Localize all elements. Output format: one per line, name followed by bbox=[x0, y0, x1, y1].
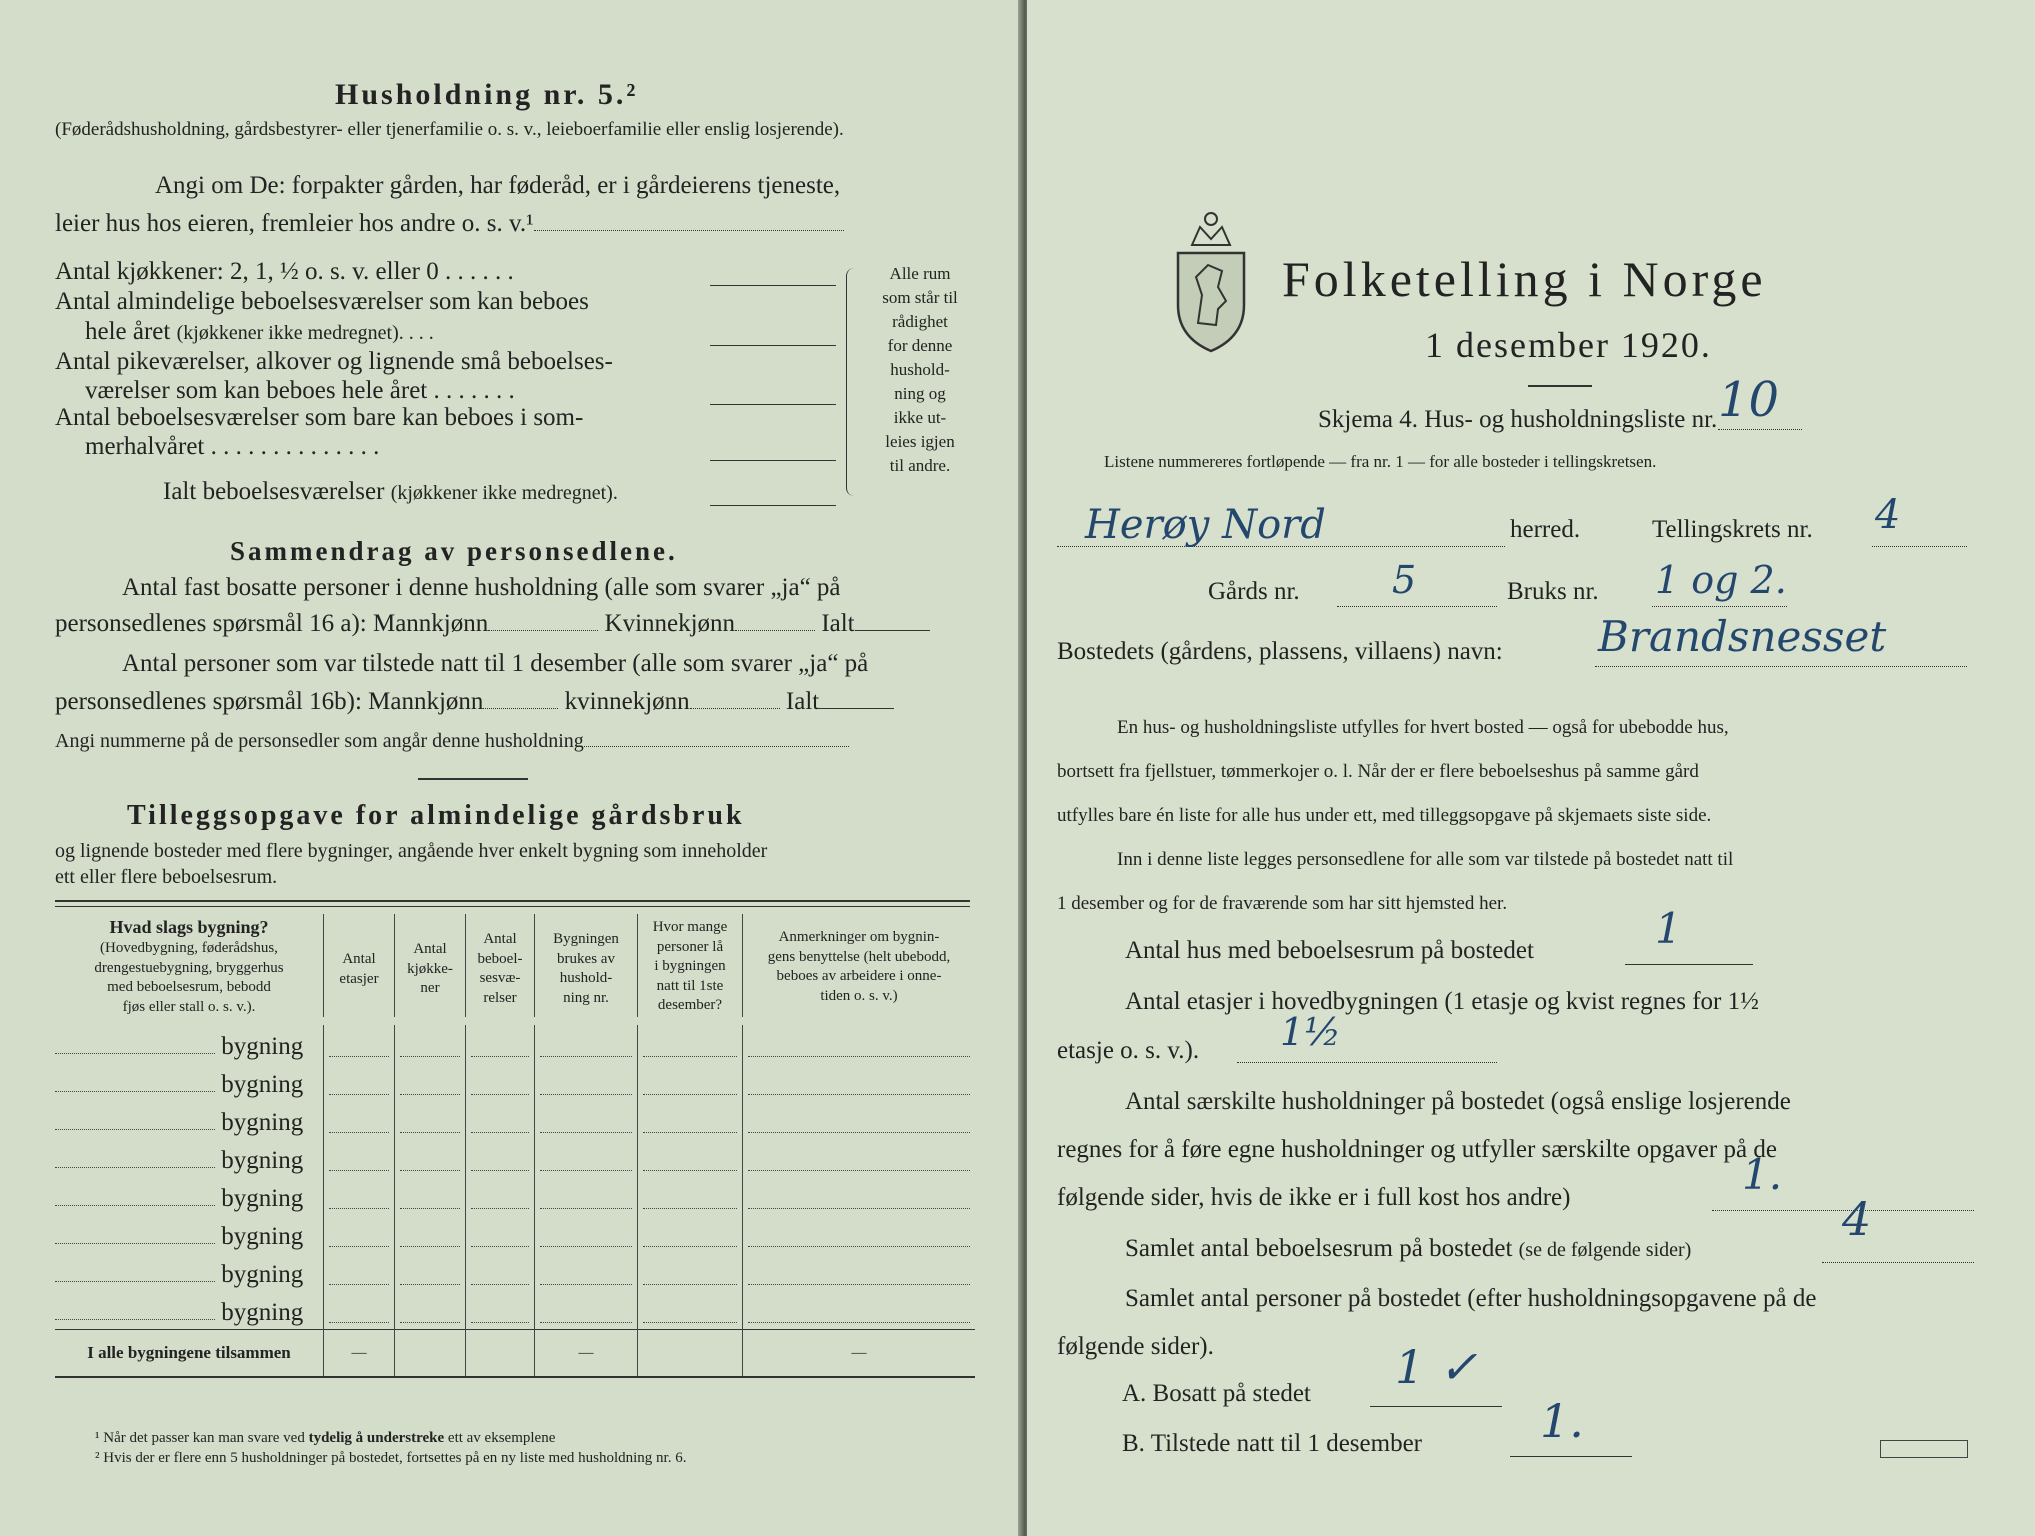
hush-label-2: regnes for å føre egne husholdninger og utfyller særskilte opgaver på de bbox=[1057, 1136, 1777, 1163]
b-value: 1. bbox=[1540, 1394, 1584, 1448]
skjema-value: 10 bbox=[1718, 372, 1780, 428]
table-total-row: I alle bygningene tilsammen — — — bbox=[55, 1330, 975, 1378]
summary-title: Sammendrag av personsedlene. bbox=[230, 536, 678, 566]
listene-note: Listene nummereres fortløpende — fra nr. 1 — for alle bosteder i tellingskretsen. bbox=[1104, 452, 1657, 471]
pers-label-2: følgende sider). bbox=[1057, 1333, 1214, 1360]
a-value: 1 ✓ bbox=[1395, 1340, 1478, 1394]
hush-label-3: følgende sider, hvis de ikke er i full kost hos andre) bbox=[1057, 1184, 1571, 1211]
b-label: B. Tilstede natt til 1 desember bbox=[1122, 1430, 1422, 1457]
divider bbox=[418, 778, 528, 780]
bruks-label: Bruks nr. bbox=[1507, 578, 1599, 605]
hush-value: 1. bbox=[1742, 1150, 1783, 1199]
a-label: A. Bosatt på stedet bbox=[1122, 1380, 1311, 1407]
pike-answer-line bbox=[710, 404, 836, 405]
rum-value: 4 bbox=[1842, 1192, 1872, 1246]
supplement-sub-1: og lignende bosteder med flere bygninger, angående hver enkelt bygning som inneholder bbox=[55, 840, 768, 862]
brace bbox=[846, 268, 857, 496]
hus-line bbox=[1625, 928, 1753, 965]
title-divider bbox=[1528, 385, 1592, 387]
main-title: Folketelling i Norge bbox=[1282, 251, 1767, 307]
col-building-type: Hvad slags bygning? (Hovedbygning, føderådshus, drengestuebygning, bryggerhus med beboelsesrum, bebodd fjøs eller stall o. s. v.). bbox=[94, 917, 284, 1015]
table-row: bygning bbox=[55, 1215, 975, 1253]
household-subtitle: (Føderådshusholdning, gårdsbestyrer- eller tjenerfamilie o. s. v., leieboerfamilie eller enslig losjerende). bbox=[55, 119, 844, 140]
table-row: bygning bbox=[55, 1139, 975, 1177]
table-top-rule-2 bbox=[55, 906, 970, 907]
table-row: bygning bbox=[55, 1063, 975, 1101]
table-row: bygning bbox=[55, 1177, 975, 1215]
summary-line-1: Antal fast bosatte personer i denne husholdning (alle som svarer „ja“ på bbox=[122, 574, 841, 601]
etasjer-line bbox=[1237, 1030, 1497, 1063]
gards-value: 5 bbox=[1392, 558, 1417, 602]
col-etasjer: Antal etasjer bbox=[324, 914, 395, 1017]
etasjer-label-1: Antal etasjer i hovedbygningen (1 etasje og kvist regnes for 1½ bbox=[1125, 988, 1759, 1015]
angi-answer-line bbox=[534, 230, 844, 231]
kjokkener-label: Antal kjøkkener: 2, 1, ½ o. s. v. eller 0 . . . . . . bbox=[55, 258, 514, 285]
summary-line-5: Angi nummerne på de personsedler som angår denne husholdning bbox=[55, 730, 849, 753]
footnote-1: ¹ Når det passer kan man svare ved tydelig å understreke ett av eksemplene bbox=[95, 1430, 556, 1446]
ialt-rooms-label: Ialt beboelsesværelser (kjøkkener ikke medregnet). bbox=[163, 478, 618, 505]
pike-label-1: Antal pikeværelser, alkover og lignende små beboelses- bbox=[55, 348, 613, 375]
skjema-label: Skjema 4. Hus- og husholdningsliste nr. bbox=[1318, 406, 1718, 433]
tellingskrets-value: 4 bbox=[1875, 492, 1901, 538]
pers-label-1: Samlet antal personer på bostedet (efter husholdningsopgavene på de bbox=[1125, 1285, 1817, 1312]
hus-label: Antal hus med beboelsesrum på bostedet bbox=[1125, 937, 1534, 964]
kjokkener-answer-line bbox=[710, 285, 836, 286]
table-row: bygning bbox=[55, 1101, 975, 1139]
summary-line-4: personsedlenes spørsmål 16b): Mannkjønn kvinnekjønn Ialt bbox=[55, 688, 894, 716]
question-angi-1: Angi om De: forpakter gården, har føderåd, er i gårdeierens tjeneste, bbox=[155, 172, 841, 199]
question-angi-2: leier hus hos eieren, fremleier hos andre o. s. v.¹ bbox=[55, 210, 844, 238]
col-kjokkener: Antal kjøkke- ner bbox=[395, 914, 466, 1017]
gards-label: Gårds nr. bbox=[1208, 578, 1300, 605]
census-date: 1 desember 1920. bbox=[1425, 325, 1712, 365]
hus-value: 1 bbox=[1655, 904, 1682, 953]
col-brukes-av: Bygningen brukes av hushold- ning nr. bbox=[535, 914, 638, 1017]
sommer-label-1: Antal beboelsesværelser som bare kan beboes i som- bbox=[55, 404, 584, 431]
supplement-sub-2: ett eller flere beboelsesrum. bbox=[55, 866, 278, 888]
bruks-value: 1 og 2. bbox=[1655, 558, 1787, 602]
summary-line-3: Antal personer som var tilstede natt til 1 desember (alle som svarer „ja“ på bbox=[122, 650, 869, 677]
sommer-answer-line bbox=[710, 460, 836, 461]
alm-label-1: Antal almindelige beboelsesværelser som kan beboes bbox=[55, 288, 589, 315]
tellingskrets-label: Tellingskrets nr. bbox=[1652, 516, 1813, 543]
norway-coat-of-arms-icon bbox=[1170, 205, 1252, 353]
footnote-2: ² Hvis der er flere enn 5 husholdninger på bostedet, fortsettes på en ny liste med husholdning nr. 6. bbox=[95, 1450, 687, 1466]
col-personer: Hvor mange personer lå i bygningen natt til 1ste desember? bbox=[638, 914, 743, 1017]
sommer-label-2: merhalvåret . . . . . . . . . . . . . . bbox=[85, 433, 380, 460]
hush-label-1: Antal særskilte husholdninger på bostedet (også enslige losjerende bbox=[1125, 1088, 1791, 1115]
info-paragraph: En hus- og husholdningsliste utfylles for hvert bosted — også for ubebodde hus, bortsett fra fjellstuer, tømmerkojer o. l. Når der er flere beboelseshus på samme gård utfylles bare én liste for alle hus under ett, med tilleggsopgave på skjemaets siste side. Inn i denne liste legges personsedlene for alle som var tilstede på bostedet natt til 1 desember og for de fraværende som har sitt hjemsted her. bbox=[1057, 717, 1734, 914]
etasjer-value: 1½ bbox=[1280, 1010, 1342, 1054]
gards-line bbox=[1337, 570, 1497, 607]
etasjer-label-2: etasje o. s. v.). bbox=[1057, 1037, 1200, 1064]
supplement-title: Tilleggsopgave for almindelige gårdsbruk bbox=[127, 800, 745, 831]
household-title: Husholdning nr. 5.² bbox=[335, 78, 639, 111]
alm-answer-line bbox=[710, 345, 836, 346]
bosted-value: Brandsnesset bbox=[1598, 612, 1887, 661]
ialt-answer-line bbox=[710, 505, 836, 506]
col-anmerkninger: Anmerkninger om bygnin- gens benyttelse (helt ubebodd, beboes av arbeidere i onne- tiden o. s. v.) bbox=[743, 914, 976, 1017]
table-row: bygning bbox=[55, 1025, 975, 1063]
bosted-label: Bostedets (gårdens, plassens, villaens) navn: bbox=[1057, 638, 1503, 665]
table-top-rule bbox=[55, 900, 970, 902]
printer-stamp bbox=[1880, 1440, 1968, 1458]
herred-label: herred. bbox=[1510, 516, 1581, 543]
rum-label: Samlet antal beboelsesrum på bostedet (se de følgende sider) bbox=[1125, 1235, 1692, 1262]
pike-label-2: værelser som kan beboes hele året . . . . . . . bbox=[85, 377, 515, 404]
table-row: bygning bbox=[55, 1253, 975, 1291]
building-table bbox=[55, 914, 975, 1378]
side-note: Alle rum som står til rådighet for denne hushold- ning og ikke ut- leies igjen til andre. bbox=[882, 264, 958, 475]
summary-line-2: personsedlenes spørsmål 16 a): Mannkjønn Kvinnekjønn Ialt bbox=[55, 610, 930, 638]
alm-label-2: hele året (kjøkkener ikke medregnet). . . . bbox=[85, 318, 434, 345]
table-row: bygning bbox=[55, 1291, 975, 1330]
col-beboelsesvaerelser: Antal beboel- sesvæ- relser bbox=[466, 914, 535, 1017]
herred-value: Herøy Nord bbox=[1085, 502, 1326, 548]
